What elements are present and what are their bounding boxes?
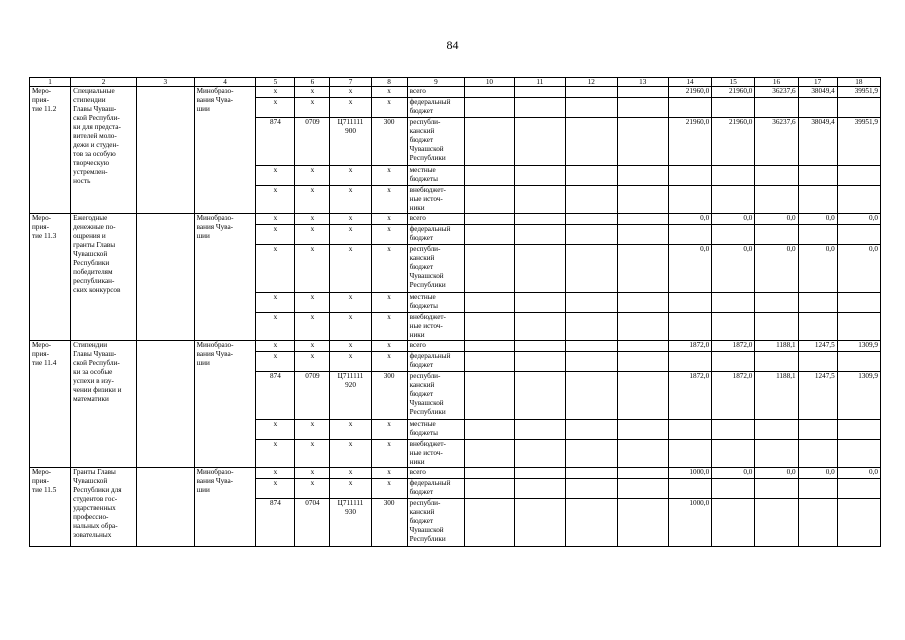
- empty-cell: [566, 313, 617, 341]
- amount-c18: 0,0: [837, 214, 880, 225]
- expense-type: x: [371, 420, 407, 440]
- grbs-code: x: [256, 440, 295, 468]
- amount-c14: 1872,0: [668, 372, 711, 420]
- table-row: [30, 214, 881, 225]
- amount-c18: [837, 186, 880, 214]
- funding-source: республи- канский бюджет Чувашской Республики: [407, 118, 465, 166]
- empty-cell: [566, 420, 617, 440]
- section-code: 0709: [295, 118, 330, 166]
- empty-cell: [514, 225, 565, 245]
- funding-source: местные бюджеты: [407, 293, 465, 313]
- empty-cell: [566, 186, 617, 214]
- empty-cell: [566, 87, 617, 98]
- empty-cell: [617, 245, 668, 293]
- empty-cell: [566, 341, 617, 352]
- empty-cell: [617, 225, 668, 245]
- column-number: 7: [330, 78, 371, 87]
- empty-cell: [465, 420, 514, 440]
- target-article: x: [330, 468, 371, 479]
- amount-c15: [712, 293, 755, 313]
- amount-c14: [668, 98, 711, 118]
- target-article: x: [330, 186, 371, 214]
- amount-c15: [712, 352, 755, 372]
- target-article: x: [330, 440, 371, 468]
- amount-c14: 1000,0: [668, 499, 711, 547]
- amount-c15: 0,0: [712, 468, 755, 479]
- funding-source: республи- канский бюджет Чувашской Республики: [407, 372, 465, 420]
- amount-c14: [668, 186, 711, 214]
- expense-type: x: [371, 479, 407, 499]
- amount-c16: [755, 420, 798, 440]
- expense-type: x: [371, 468, 407, 479]
- amount-c14: [668, 225, 711, 245]
- amount-c15: 21960,0: [712, 118, 755, 166]
- amount-c17: [798, 352, 837, 372]
- expense-type: x: [371, 186, 407, 214]
- amount-c18: [837, 479, 880, 499]
- amount-c18: [837, 440, 880, 468]
- expense-type: x: [371, 313, 407, 341]
- amount-c16: [755, 479, 798, 499]
- measure-number: Меро- прия- тие 11.2: [30, 87, 71, 214]
- amount-c17: [798, 499, 837, 547]
- funding-source: внебюджет- ные источ- ники: [407, 186, 465, 214]
- column-number: 1: [30, 78, 71, 87]
- empty-cell: [514, 372, 565, 420]
- amount-c15: [712, 166, 755, 186]
- empty-cell: [566, 352, 617, 372]
- empty-cell: [137, 468, 195, 547]
- amount-c18: [837, 225, 880, 245]
- empty-cell: [465, 440, 514, 468]
- amount-c16: [755, 499, 798, 547]
- amount-c17: 1247,5: [798, 372, 837, 420]
- column-number: 10: [465, 78, 514, 87]
- empty-cell: [617, 468, 668, 479]
- amount-c15: [712, 225, 755, 245]
- target-article: x: [330, 98, 371, 118]
- column-number: 17: [798, 78, 837, 87]
- amount-c17: [798, 293, 837, 313]
- amount-c17: [798, 440, 837, 468]
- amount-c16: 0,0: [755, 245, 798, 293]
- empty-cell: [514, 98, 565, 118]
- target-article: Ц711111 930: [330, 499, 371, 547]
- table-row: [30, 341, 881, 352]
- amount-c18: [837, 98, 880, 118]
- column-number: 12: [566, 78, 617, 87]
- funding-source: всего: [407, 214, 465, 225]
- amount-c14: [668, 313, 711, 341]
- amount-c17: [798, 166, 837, 186]
- amount-c17: [798, 98, 837, 118]
- column-number: 5: [256, 78, 295, 87]
- grbs-code: x: [256, 313, 295, 341]
- empty-cell: [617, 186, 668, 214]
- amount-c16: [755, 186, 798, 214]
- empty-cell: [465, 468, 514, 479]
- empty-cell: [617, 166, 668, 186]
- amount-c15: 0,0: [712, 245, 755, 293]
- expense-type: x: [371, 225, 407, 245]
- column-number: 13: [617, 78, 668, 87]
- target-article: x: [330, 293, 371, 313]
- measure-number: Меро- прия- тие 11.3: [30, 214, 71, 341]
- section-code: 0709: [295, 372, 330, 420]
- expense-type: x: [371, 166, 407, 186]
- expense-type: x: [371, 214, 407, 225]
- amount-c14: 0,0: [668, 245, 711, 293]
- grbs-code: 874: [256, 499, 295, 547]
- amount-c16: 1188,1: [755, 372, 798, 420]
- column-number: 9: [407, 78, 465, 87]
- amount-c18: 0,0: [837, 468, 880, 479]
- expense-type: 300: [371, 118, 407, 166]
- grbs-code: x: [256, 214, 295, 225]
- empty-cell: [617, 420, 668, 440]
- section-code: x: [295, 87, 330, 98]
- amount-c18: [837, 499, 880, 547]
- amount-c18: [837, 313, 880, 341]
- target-article: x: [330, 87, 371, 98]
- measure-name: Стипендии Главы Чуваш- ской Республи- ки за особые успехи в изу- чении физики и математики: [71, 341, 137, 468]
- empty-cell: [566, 118, 617, 166]
- target-article: x: [330, 420, 371, 440]
- amount-c14: 21960,0: [668, 87, 711, 98]
- empty-cell: [617, 479, 668, 499]
- empty-cell: [566, 214, 617, 225]
- column-number: 16: [755, 78, 798, 87]
- empty-cell: [465, 214, 514, 225]
- amount-c14: 0,0: [668, 214, 711, 225]
- grbs-code: x: [256, 341, 295, 352]
- amount-c17: [798, 479, 837, 499]
- grbs-code: x: [256, 352, 295, 372]
- section-code: x: [295, 293, 330, 313]
- column-number: 18: [837, 78, 880, 87]
- target-article: x: [330, 352, 371, 372]
- grbs-code: x: [256, 186, 295, 214]
- empty-cell: [465, 479, 514, 499]
- amount-c18: 1309,9: [837, 341, 880, 352]
- empty-cell: [465, 499, 514, 547]
- target-article: x: [330, 313, 371, 341]
- section-code: x: [295, 166, 330, 186]
- empty-cell: [566, 440, 617, 468]
- empty-cell: [566, 293, 617, 313]
- amount-c14: 1000,0: [668, 468, 711, 479]
- executor: Минобразо- вания Чува- шии: [194, 87, 256, 214]
- empty-cell: [514, 420, 565, 440]
- amount-c14: [668, 440, 711, 468]
- amount-c15: 0,0: [712, 214, 755, 225]
- empty-cell: [465, 313, 514, 341]
- amount-c17: 0,0: [798, 214, 837, 225]
- target-article: x: [330, 214, 371, 225]
- grbs-code: 874: [256, 372, 295, 420]
- empty-cell: [514, 352, 565, 372]
- section-code: x: [295, 245, 330, 293]
- amount-c17: [798, 186, 837, 214]
- grbs-code: x: [256, 87, 295, 98]
- empty-cell: [566, 479, 617, 499]
- section-code: x: [295, 468, 330, 479]
- column-number: 4: [194, 78, 256, 87]
- empty-cell: [617, 341, 668, 352]
- empty-cell: [514, 293, 565, 313]
- column-number: 8: [371, 78, 407, 87]
- target-article: x: [330, 245, 371, 293]
- funding-source: федеральный бюджет: [407, 98, 465, 118]
- amount-c14: [668, 166, 711, 186]
- empty-cell: [465, 186, 514, 214]
- table-row: [30, 468, 881, 479]
- amount-c18: [837, 166, 880, 186]
- column-number: 6: [295, 78, 330, 87]
- expense-type: x: [371, 98, 407, 118]
- section-code: x: [295, 186, 330, 214]
- empty-cell: [465, 166, 514, 186]
- grbs-code: x: [256, 245, 295, 293]
- amount-c14: [668, 479, 711, 499]
- empty-cell: [465, 118, 514, 166]
- amount-c14: [668, 420, 711, 440]
- empty-cell: [617, 440, 668, 468]
- amount-c17: 38049,4: [798, 118, 837, 166]
- amount-c17: 0,0: [798, 468, 837, 479]
- amount-c15: [712, 440, 755, 468]
- amount-c17: [798, 420, 837, 440]
- empty-cell: [514, 479, 565, 499]
- grbs-code: x: [256, 225, 295, 245]
- empty-cell: [465, 352, 514, 372]
- amount-c16: 36237,6: [755, 87, 798, 98]
- section-code: x: [295, 479, 330, 499]
- amount-c17: 1247,5: [798, 341, 837, 352]
- column-number: 15: [712, 78, 755, 87]
- expense-type: x: [371, 352, 407, 372]
- empty-cell: [514, 245, 565, 293]
- empty-cell: [514, 341, 565, 352]
- amount-c18: 39951,9: [837, 87, 880, 98]
- funding-source: всего: [407, 468, 465, 479]
- header-row: [30, 78, 881, 87]
- amount-c17: 38049,4: [798, 87, 837, 98]
- empty-cell: [514, 440, 565, 468]
- amount-c16: 1188,1: [755, 341, 798, 352]
- amount-c15: [712, 499, 755, 547]
- amount-c16: [755, 98, 798, 118]
- amount-c14: [668, 293, 711, 313]
- empty-cell: [514, 87, 565, 98]
- empty-cell: [617, 87, 668, 98]
- section-code: x: [295, 341, 330, 352]
- empty-cell: [514, 313, 565, 341]
- executor: Минобразо- вания Чува- шии: [194, 468, 256, 547]
- empty-cell: [514, 186, 565, 214]
- empty-cell: [566, 468, 617, 479]
- funding-source: внебюджет- ные источ- ники: [407, 440, 465, 468]
- empty-cell: [465, 372, 514, 420]
- amount-c16: [755, 166, 798, 186]
- empty-cell: [566, 225, 617, 245]
- expense-type: x: [371, 440, 407, 468]
- funding-source: местные бюджеты: [407, 166, 465, 186]
- empty-cell: [514, 166, 565, 186]
- amount-c16: [755, 313, 798, 341]
- section-code: x: [295, 225, 330, 245]
- empty-cell: [137, 214, 195, 341]
- empty-cell: [514, 499, 565, 547]
- empty-cell: [617, 352, 668, 372]
- amount-c15: [712, 186, 755, 214]
- empty-cell: [465, 87, 514, 98]
- amount-c16: 36237,6: [755, 118, 798, 166]
- amount-c18: 0,0: [837, 245, 880, 293]
- empty-cell: [137, 87, 195, 214]
- amount-c15: [712, 313, 755, 341]
- executor: Минобразо- вания Чува- шии: [194, 341, 256, 468]
- section-code: x: [295, 98, 330, 118]
- measure-name: Гранты Главы Чувашской Республики для студентов гос- ударственных профессио- нальных обра- зовательных: [71, 468, 137, 547]
- empty-cell: [137, 341, 195, 468]
- grbs-code: x: [256, 98, 295, 118]
- empty-cell: [617, 293, 668, 313]
- empty-cell: [465, 245, 514, 293]
- amount-c14: 21960,0: [668, 118, 711, 166]
- funding-source: республи- канский бюджет Чувашской Республики: [407, 245, 465, 293]
- empty-cell: [514, 468, 565, 479]
- target-article: x: [330, 479, 371, 499]
- grbs-code: x: [256, 420, 295, 440]
- column-number: 3: [137, 78, 195, 87]
- empty-cell: [465, 98, 514, 118]
- expense-type: x: [371, 293, 407, 313]
- amount-c15: 1872,0: [712, 372, 755, 420]
- empty-cell: [617, 214, 668, 225]
- amount-c16: [755, 352, 798, 372]
- funding-source: местные бюджеты: [407, 420, 465, 440]
- amount-c18: [837, 293, 880, 313]
- amount-c15: [712, 479, 755, 499]
- grbs-code: x: [256, 468, 295, 479]
- column-number: 14: [668, 78, 711, 87]
- amount-c18: [837, 352, 880, 372]
- funding-source: внебюджет- ные источ- ники: [407, 313, 465, 341]
- funding-source: федеральный бюджет: [407, 225, 465, 245]
- target-article: x: [330, 341, 371, 352]
- section-code: 0704: [295, 499, 330, 547]
- grbs-code: x: [256, 293, 295, 313]
- page-number: 84: [446, 38, 459, 52]
- measure-number: Меро- прия- тие 11.5: [30, 468, 71, 547]
- amount-c17: [798, 313, 837, 341]
- program-table: [29, 77, 881, 547]
- empty-cell: [566, 98, 617, 118]
- funding-source: всего: [407, 87, 465, 98]
- amount-c18: [837, 420, 880, 440]
- target-article: Ц711111 920: [330, 372, 371, 420]
- amount-c16: 0,0: [755, 468, 798, 479]
- empty-cell: [566, 166, 617, 186]
- amount-c14: 1872,0: [668, 341, 711, 352]
- amount-c15: [712, 420, 755, 440]
- empty-cell: [617, 313, 668, 341]
- empty-cell: [514, 214, 565, 225]
- amount-c18: 1309,9: [837, 372, 880, 420]
- target-article: Ц711111 900: [330, 118, 371, 166]
- table-row: [30, 87, 881, 98]
- measure-name: Ежегодные денежные по- ощрения и гранты Главы Чувашской Республики победителям республикан- ских конкурсов: [71, 214, 137, 341]
- amount-c16: [755, 440, 798, 468]
- expense-type: 300: [371, 499, 407, 547]
- empty-cell: [465, 225, 514, 245]
- empty-cell: [566, 499, 617, 547]
- target-article: x: [330, 225, 371, 245]
- section-code: x: [295, 313, 330, 341]
- empty-cell: [617, 499, 668, 547]
- expense-type: x: [371, 245, 407, 293]
- grbs-code: 874: [256, 118, 295, 166]
- section-code: x: [295, 214, 330, 225]
- amount-c16: 0,0: [755, 214, 798, 225]
- measure-name: Специальные стипендии Главы Чуваш- ской Республи- ки для предста- вителей моло- дежи и студен- тов за особую творческую устремлен- ность: [71, 87, 137, 214]
- amount-c16: [755, 293, 798, 313]
- empty-cell: [617, 372, 668, 420]
- amount-c15: 1872,0: [712, 341, 755, 352]
- empty-cell: [566, 372, 617, 420]
- funding-source: всего: [407, 341, 465, 352]
- amount-c15: [712, 98, 755, 118]
- grbs-code: x: [256, 479, 295, 499]
- funding-source: федеральный бюджет: [407, 352, 465, 372]
- measure-number: Меро- прия- тие 11.4: [30, 341, 71, 468]
- executor: Минобразо- вания Чува- шии: [194, 214, 256, 341]
- empty-cell: [617, 118, 668, 166]
- target-article: x: [330, 166, 371, 186]
- empty-cell: [514, 118, 565, 166]
- grbs-code: x: [256, 166, 295, 186]
- amount-c17: [798, 225, 837, 245]
- expense-type: x: [371, 87, 407, 98]
- column-number: 11: [514, 78, 565, 87]
- column-number: 2: [71, 78, 137, 87]
- funding-source: республи- канский бюджет Чувашской Республики: [407, 499, 465, 547]
- amount-c15: 21960,0: [712, 87, 755, 98]
- empty-cell: [617, 98, 668, 118]
- expense-type: x: [371, 341, 407, 352]
- funding-source: федеральный бюджет: [407, 479, 465, 499]
- section-code: x: [295, 440, 330, 468]
- section-code: x: [295, 420, 330, 440]
- section-code: x: [295, 352, 330, 372]
- empty-cell: [465, 293, 514, 313]
- amount-c14: [668, 352, 711, 372]
- amount-c17: 0,0: [798, 245, 837, 293]
- amount-c18: 39951,9: [837, 118, 880, 166]
- expense-type: 300: [371, 372, 407, 420]
- amount-c16: [755, 225, 798, 245]
- empty-cell: [465, 341, 514, 352]
- empty-cell: [566, 245, 617, 293]
